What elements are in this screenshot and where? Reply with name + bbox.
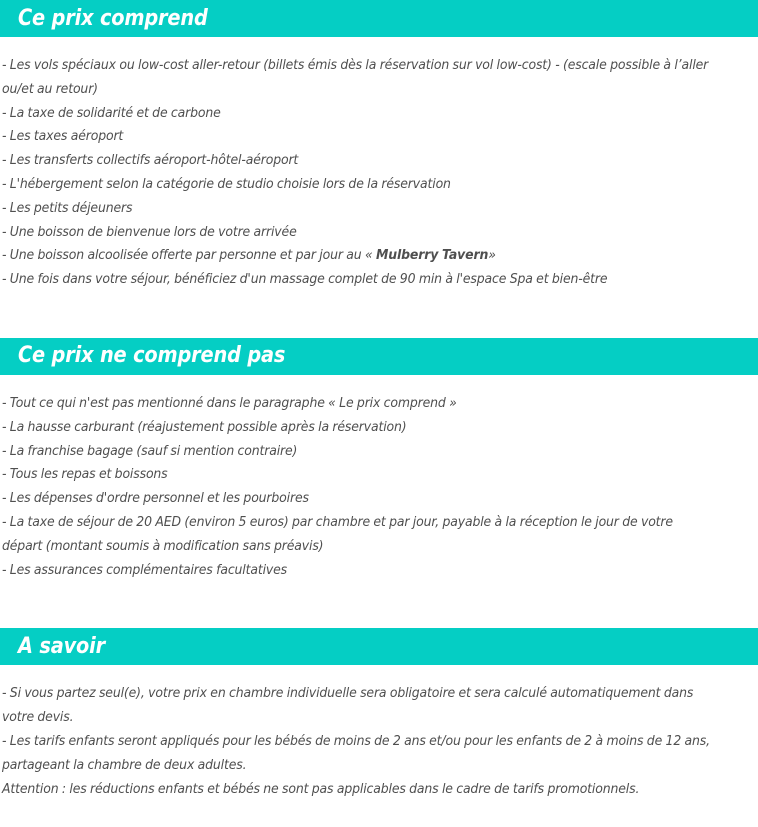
- section-header-a-savoir: [0, 628, 758, 665]
- note-text: Attention : les réductions enfants et bébés ne sont pas applicables dans le cadre de tarifs promotionnels.: [2, 781, 640, 797]
- list-item: - Les tarifs enfants seront appliqués pour les bébés de moins de 2 ans et/ou pour les enfants de 2 à moins de 12 ans, partageant la chambre de deux adultes.: [2, 733, 710, 773]
- list-item: - La taxe de solidarité et de carbone: [2, 105, 221, 121]
- list-item: - La franchise bagage (sauf si mention contraire): [2, 443, 298, 459]
- list-item-mulberry-tavern: [2, 244, 711, 268]
- section-title: Ce prix comprend: [18, 5, 208, 31]
- list-item: - Les taxes aéroport: [2, 129, 124, 145]
- section-body-a-savoir: [0, 682, 758, 801]
- list-item: - Tout ce qui n'est pas mentionné dans le paragraphe « Le prix comprend »: [2, 395, 457, 411]
- section-header-ce-prix-ne-comprend-pas: [0, 338, 758, 375]
- spacer: [0, 37, 758, 54]
- list-item: - L'hébergement selon la catégorie de studio choisie lors de la réservation: [2, 176, 451, 192]
- spacer: [0, 292, 758, 338]
- section-header-ce-prix-comprend: [0, 0, 758, 37]
- list-item: - Les assurances complémentaires facultatives: [2, 562, 288, 578]
- list-item: - La taxe de séjour de 20 AED (environ 5 euros) par chambre et par jour, payable à la réception le jour de votre départ (montant soumis à modification sans préavis): [2, 514, 673, 554]
- list-item: - Les dépenses d'ordre personnel et les pourboires: [2, 491, 309, 507]
- venue-name: Mulberry Tavern: [375, 248, 489, 264]
- section-body-ce-prix-ne-comprend-pas: [0, 392, 758, 582]
- section-title: A savoir: [18, 633, 106, 659]
- section-title: Ce prix ne comprend pas: [18, 343, 286, 369]
- spacer: [0, 582, 758, 628]
- spacer: [0, 665, 758, 682]
- list-item-text-after: »: [488, 248, 496, 264]
- list-item-text-before: - Une boisson alcoolisée offerte par personne et par jour au «: [2, 248, 376, 264]
- section-body-ce-prix-comprend: [0, 54, 758, 292]
- spacer: [0, 375, 758, 392]
- list-item: - Tous les repas et boissons: [2, 467, 168, 483]
- list-item: - Les transferts collectifs aéroport-hôtel-aéroport: [2, 153, 299, 169]
- list-item: - Si vous partez seul(e), votre prix en chambre individuelle sera obligatoire et sera calculé automatiquement dans votre devis.: [2, 686, 694, 726]
- list-item: - Une boisson de bienvenue lors de votre arrivée: [2, 224, 297, 240]
- list-item: - Une fois dans votre séjour, bénéficiez d'un massage complet de 90 min à l'espace Spa et bien-être: [2, 272, 608, 288]
- list-item: - La hausse carburant (réajustement possible après la réservation): [2, 419, 407, 435]
- list-item: - Les vols spéciaux ou low-cost aller-retour (billets émis dès la réservation sur vol low-cost) - (escale possible à l’aller ou/et au retour): [2, 58, 709, 97]
- list-item: - Les petits déjeuners: [2, 200, 133, 216]
